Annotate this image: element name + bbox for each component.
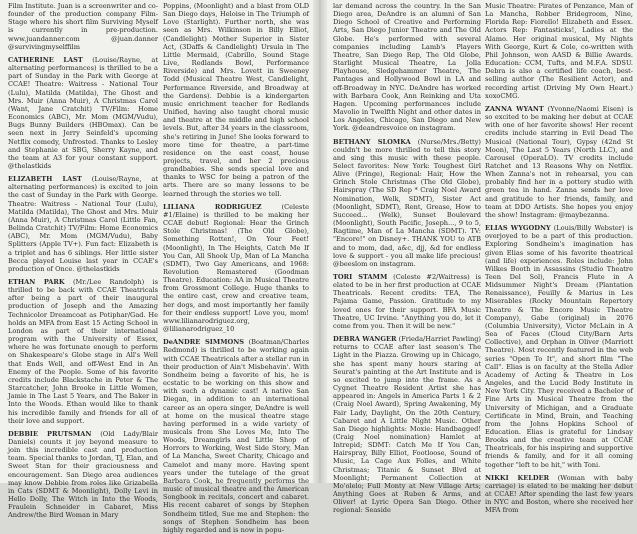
performer-name: DEBRA WANGER [333,335,397,344]
bio-column-3 [333,2,481,515]
bio-entry [8,56,158,170]
right-page [327,0,637,515]
bio-entry [485,474,633,515]
bio-column-2 [163,2,309,534]
bio-entry [485,105,633,219]
bio-text: (Louise/Rayne, at alternating performances) is thrilled to be a part of Sunday in the Park with George at CCAE! Theatre: Waitress - National Tour (Lulu), Matilda (Matilda), The Ghost and Mrs. Muir (Anna Muir), A Christmas Carol (Want, Jane Cratchit) TV/Film: Home Economics (ABC), Mr. Mom (MGM/Vudu), Bugs Bunny Builders (HBOmax). Can be seen next in Jerry Seinfeld's upcoming Netflix comedy, Unfrosted. Thanks to Lesley and Stephanie at SBG, Sherry Kayne, and the team at A3 for your constant support. @thelastkids [8,55,158,170]
performer-name: ETHAN PARK [8,278,65,286]
bio-text: (Nurse/Mrs./Betty) couldn't be more thrilled to tell this story and sing this music with these people. Select favorites: New York: Toughest Girl Alive (Fringe), Regional: Hair, How the Grinch Stole Christmas (The Old Globe), Hairspray (The SD Rep * Craig Noel Award Nomination, Welk, SDMT), Sister Act (Moonlight, SDMT), Rent, Grease, How to Succeed... (Welk), Sunset Boulevard (Moonlight), South Pacific, Joseph..., 9 to 5, Ragtime, Man of La Mancha (SDMT). TV: "Encore!" on Disney+. THANK YOU to ATB and to mom, dad, a&c, djj, &d for endless love & support - you all make life precious! @beeslom on instagram. [333,137,481,268]
bio-entry [163,203,309,334]
bio-text: Film Institute. Juan is a screenwriter and co-founder of the production company Film-Stage where his short film Surviving Myself is currently in pre-production. www.juandanner.com @juan.danner @survivingmyselffilm [8,2,158,51]
left-page [0,0,313,534]
bio-column-4 [485,2,633,515]
performer-name: ZANNA WYANT [485,104,544,113]
bio-text: (Mr./Lee Randolph) is thrilled to be back with CCAE Theatricals after being a part of their inaugural production of Joseph and the Amazing Technicolor Dreamcoat as Potiphar/Gad. He holds an MFA from East 15 Acting School in London as part of their international program with the University of Essex, where he was fortunate enough to perform on Shakespeare's Globe stage in All's Well that Ends Well, and off-West End in An Enemy of the People. Some of his favorite credits include Blackstache in Peter & The Starcatcher, John Brooke in Little Women, Jamie in The Last 5 Years, and The Baker in Into the Woods. Ethan would like to thank his incredible family and friends for all of their love and support. [8,278,158,425]
bio-entry [333,138,481,269]
bio-column-1 [8,2,158,520]
bio-entry [8,430,158,520]
bio-entry [485,2,633,100]
bio-text: (Celeste #1/Elaine) is thrilled to be making her CCAE debut! Regional: Hear the Grinch Stole Christmas! (The Old Globe), Something Rotten!, On Your Feet! (Moonlight), In The Heights, Catch Me If You Can, All Shook Up, Man of La Mancha (SDMT), Two Gay Americans, and 1968: Revolution Remastered (Goodman Theatre). Education: AA in Musical Theatre from Grossmont College. Huge thanks to the entire cast, crew and creative team, her dogs, and most importantly her family for their endless support! Love you, mom! www.lilianarodriguez.org, @lilianarodriguez_10 [163,202,309,334]
bio-text: Music Theatre: Pirates of Penzance, Man of La Mancha, Robber Bridegroom, Nine, Florida Rep: Fiorello! Elizabeth and Essex. Actors Rep: Fantasticks!, Ladies at the Alamo. Her original musical, My Nights With George, Kurt & Cole, co-written with Phil Johnson, won AASD & Billie Awards. Education: CCM, Tufts, and M.F.A. SDSU. Debra is also a certified life coach, best-selling author (The Resilient Actor), and recording artist (Driving My Own Heart.) xoxoCMG. [485,2,633,100]
bio-entry [333,2,481,133]
performer-name: ELIZABETH LAST [8,175,82,184]
bio-text: (Old Lady/Blair Daniels) counts it joy beyond measure to join this incredible cast and production team. Special thanks to Jordan, TJ, Elan, and Sweet Stan for their graciousness and encouragement. San Diego area audiences may know Debbie from roles like Grizabella in Cats (SDMT & Moonlight), Dolly Levi in Hello Dolly, The Witch in Into the Woods, Fraulein Schneider in Cabaret, Miss Andrew/the Bird Woman in Mary [8,429,158,520]
bio-text: lar demand across the country. In the San Diego area, DeAndre is an alumni of San Diego School of Creative and Performing Arts, San Diego Junior Theatre and The Old Globe. He's performed with several companies including Lamb's Players Theatre, San Diego Rep, The Old Globe, Starlight Musical Theatre, La Jolla Playhouse, Sledgehammer Theatre, The Pantages and Hollywood Bowl in LA and off-Broadway in NYC. DeAndre has worked with Barbara Cook, Ann Reinking and Uta Hagen. Upcoming performances include Mavolio in Twelfth Night and other dates in Los Angeles, Chicago, San Diego and New York. @deandresvoice on instagram. [333,2,481,133]
bio-text: (Boatman/Charles Redmond) is thrilled to be working again with CCAE Theatricals after a stellar run in their production of Ain't Misbehavin'. With Sondheim being a favorite of his, he is ecstatic to be working on this show and with such a dynamic cast! A native San Diegan, in addition to an international career as an opera singer, DeAndre is well at home on the musical theatre stage having performed in a wide variety of musicals from She Loves Me, Into The Woods, Dreamgirls and Little Shop of Horrors to Working, West Side Story, Man of La Mancha, Sweet Charity, Chicago and Camelot and many more. Having spent years under the tutelage of the great Barbara Cook, he frequently performs the music of musical theatre and the American Songbook in recitals, concert and cabaret. His recent cabaret of songs by Stephen Sondheim titled, Sue me and Stephen: the songs of Stephen Sondheim has been highly regarded and is now in popu- [163,338,309,534]
performer-name: ELIAS WYGODNY [485,224,551,233]
performer-name: LILIANA RODRIGUEZ [163,202,262,211]
bio-text: (Louis/Billy Webster) is overjoyed to be a part of this production. Exploring Sondheim's imagination has given Elias some of his favorite theatrical (and life) experiences. Roles include: John Wilkes Booth in Assassins (Studio Theatre Teen Del Sol), Francis Flute in A Midsummer Night's Dream (Plantation Renaissance), Feuilly & Marius in Les Miserables (Rocky Mountain Repertory Theatre & The Encore Music Theatre Company), Gabe (original) in 2076 (Columbia University), Victor McLain in A Sea of Faces (Cloud City/Barn Arts Collective), and Orphan in Oliver (Marriott Theatre). Most recently featured in the web series "Open To It", and short film "The Call". Elias is on faculty at the Stella Adler Academy of Acting & Theatre in Los Angeles, and the Lucid Body Institute in New York City. They received a Bachelor of Fine Arts in Musical Theatre from the University of Michigan, and a Graduate Certificate in Mind, Brain, and Teaching from the Johns Hopkins School of Education. Elias is grateful for Lindsay Brooks and the creative team at CCAE Theatricals, for his inspiring and supportive friends & family, and for it all coming together "left to be hit," with Toni. [485,224,633,469]
bio-entry [163,2,309,198]
bio-text: (Woman with baby carriage) is elated to be making her debut at CCAE! After spending the last few years in NYC and Boston, where she received her MFA from [485,473,633,515]
bio-entry [163,338,309,534]
performer-name: TORI STAMM [333,273,388,281]
bio-entry [8,175,158,273]
performer-name: DEBBIE PRUTSMAN [8,429,92,438]
bio-entry [333,273,481,330]
bio-entry [485,224,633,469]
bio-text: (Frieda/Harriet Pawling) returns to CCAE after last season's The Light in the Piazza. Growing up in Chicago, she has spent many hours staring at Seurat's painting at the Art Institute and is so excited to jump into the frame. As a Cygnet Theatre Resident Artist she has appeared in: Angels in America Parts 1 & 2 (Craig Noel Award), Spring Awakening, My Fair Lady, Daylight, On the 20th Century, Cabaret and A Little Night Music. Other San Diego highlights: Moxie: Handbagged! (Craig Noel nomination) Hamlet at Intrepid; SDMT: Catch Me If You Can, Hairspray, Billy Elliot, Footloose, Sound of Music, La Cage Aux Folles, and White Christmas; Titanic & Sunset Blvd at Moonlight; Permanent Collection at Mo'olelo; Full Monty at New Village Arts; Anything Goes at Ruben & Arms, and Oliver! at Lyric Opera San Diego. Other regional: Seaside [333,335,481,515]
bio-entry [333,335,481,514]
bio-text: (Louise/Rayne, at alternating performances) is excited to join the cast of Sunday in the Park with George. Theatre: Waitress - National Tour (Lulu), Matilda (Matilda), The Ghost and Mrs. Muir (Anna Muir), A Christmas Carol (Little Fan, Belinda Cratchit) TV/Film: Home Economics (ABC), Mr. Mom (MGM/Vudu), Baby Splitters (Apple TV+). Fun fact: Elizabeth is a triplet and has 6 siblings. Her little sister Becca played Louise last year in CCAE's production of Once. @thelastkids [8,175,158,273]
book-gutter [313,0,327,483]
performer-name: BETHANY SLOMKA [333,137,411,146]
bio-text: (Celeste #2/Waitress) is elated to be in her first production at CCAE Theatricals. Recent credits: TEA, The Pajama Game, Passion. Gratitude to my loved ones for their support. BFA Music Theatre, UC Irvine. "Anything you do, let it come from you. Then it will be new." [333,273,481,330]
performer-name: DeANDRE SIMMONS [163,338,245,347]
bio-entry [8,278,158,425]
bio-text: (Yvonne/Naomi Eisen) is so excited to be making her debut at CCAE with one of her favorite shows! Her recent credits include starring in Evil Dead The Musical (National Tour), Gypsy (42nd St Moon), The Last 5 Years (North LLC), and Carousel (OperaLO). TV credits include Ratchet and 13 Reasons Why on Netflix. When Zanna's not in rehearsal, you can probably find her in a pottery studio with green tea in hand. Zanna sends her love and gratitude to her friends, family, and team at DDO Artists. She hopes you enjoy the show! Instagram: @maybezanna. [485,104,633,219]
bio-text: Poppins, (Moonlight) and a blast from OLD San Diego days, Heloise in The Triumph of Love (Starlight). Further north, she was seen as Mrs. Wilkinson in Billy Elliot, (Candlelight) Mother Superior in Sister Act, (3Daffs & Candlelight) Ursula in The Little Mermaid, (Cabrillo, Sound Stage Live, Redlands Bowl, Performance Riverside) and Mrs. Lovett in Sweeney Todd (Musical Theatre West, Candlelight, Performance Riverside, and Broadway at the Gardens). Debbie is a kindergarten music enrichment teacher for Redlands Unified, having also taught choral music and theatre at the middle and high school levels. But, after 34 years in the classroom, she's retiring in June! She looks forward to more time for theatre, a part-time residence on the east coast, house projects, travel, and her 2 precious grandbabies. She sends special love and thanks to WSC for being a patron of the arts. There are so many lessons to be learned through the stories we tell. [163,2,309,198]
performer-name: CATHERINE LAST [8,55,83,64]
performer-name: NIKKI KELDER [485,473,550,482]
bio-entry [8,2,158,51]
